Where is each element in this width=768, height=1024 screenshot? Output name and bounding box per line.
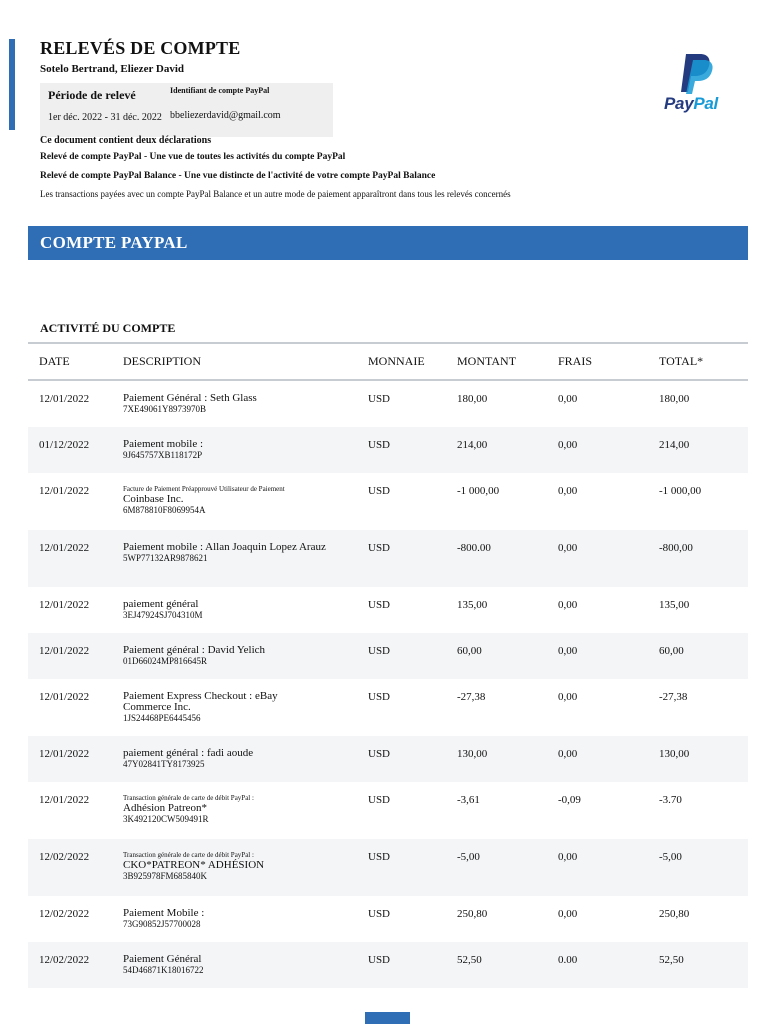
cell-fees: 0,00 (558, 908, 578, 920)
cell-fees: 0,00 (558, 599, 578, 611)
description-prefix: Transaction générale de carte de débit PayPal : (123, 851, 254, 859)
transaction-id: 73G90852J57700028 (123, 919, 201, 929)
section-banner (28, 226, 748, 260)
cell-fees: 0,00 (558, 748, 578, 760)
description-text: Paiement mobile : Allan Joaquin Lopez Arauz (123, 541, 326, 553)
cell-fees: 0.00 (558, 954, 578, 966)
cell-fees: 0,00 (558, 393, 578, 405)
cell-description (123, 954, 328, 976)
paypal-p-icon (680, 52, 716, 94)
table-header (28, 342, 748, 381)
cell-date: 12/01/2022 (39, 485, 90, 497)
table-row (28, 679, 748, 736)
transaction-id: 5WP77132AR9878621 (123, 553, 208, 563)
transaction-id: 7XE49061Y8973970B (123, 404, 206, 414)
cell-currency: USD (368, 485, 391, 497)
cell-date: 12/01/2022 (39, 393, 90, 405)
cell-description (123, 794, 328, 825)
cell-currency: USD (368, 954, 391, 966)
activity-title: ACTIVITÉ DU COMPTE (40, 321, 176, 335)
cell-currency: USD (368, 645, 391, 657)
cell-amount: -1 000,00 (457, 485, 500, 497)
account-id-label: Identifiant de compte PayPal (170, 86, 270, 95)
cell-description (123, 393, 328, 415)
description-text: Paiement mobile : (123, 438, 204, 450)
cell-total: -3.70 (659, 794, 682, 806)
description-text: Adhésion Patreon* (123, 802, 208, 814)
cell-total: -1 000,00 (659, 485, 702, 497)
cell-description (123, 599, 328, 621)
description-text: Paiement général : David Yelich (123, 644, 266, 656)
transaction-id: 1JS24468PE6445456 (123, 713, 201, 723)
cell-amount: 135,00 (457, 599, 488, 611)
table-row (28, 736, 748, 782)
cell-amount: 180,00 (457, 393, 488, 405)
description-text: Paiement Express Checkout : eBay Commerce Inc. (123, 690, 278, 713)
table-row (28, 381, 748, 427)
cell-date: 12/01/2022 (39, 748, 90, 760)
paypal-wordmark: PayPal (664, 94, 718, 113)
cell-description (123, 908, 328, 930)
table-row (28, 427, 748, 473)
cell-currency: USD (368, 691, 391, 703)
cell-description (123, 542, 328, 564)
cell-fees: -0,09 (558, 794, 581, 806)
cell-total: 250,80 (659, 908, 690, 920)
cell-total: 214,00 (659, 439, 690, 451)
cell-total: -800,00 (659, 542, 693, 554)
cell-total: 135,00 (659, 599, 690, 611)
table-row (28, 839, 748, 896)
cell-description (123, 691, 328, 724)
cell-amount: -5,00 (457, 851, 480, 863)
cell-amount: -27,38 (457, 691, 486, 703)
cell-description (123, 748, 328, 770)
description-text: CKO*PATREON* ADHÉSION (123, 859, 265, 871)
transaction-id: 3EJ47924SJ704310M (123, 610, 203, 620)
table-body (28, 381, 748, 988)
transaction-id: 9J645757XB118172P (123, 450, 203, 460)
cell-date: 12/02/2022 (39, 851, 90, 863)
table-row (28, 942, 748, 988)
description-prefix: Transaction générale de carte de débit PayPal : (123, 794, 254, 802)
info-line-3: Relevé de compte PayPal Balance - Une vue distincte de l'activité de votre compte PayPal Balance (40, 171, 436, 181)
cell-amount: 60,00 (457, 645, 482, 657)
cell-fees: 0,00 (558, 542, 578, 554)
header-amount: MONTANT (457, 354, 517, 368)
description-text: Paiement Général : Seth Glass (123, 392, 257, 404)
transaction-id: 3K492120CW509491R (123, 814, 209, 824)
cell-currency: USD (368, 542, 391, 554)
cell-currency: USD (368, 908, 391, 920)
description-text: paiement général : fadi aoude (123, 747, 254, 759)
cell-date: 12/02/2022 (39, 954, 90, 966)
cell-date: 01/12/2022 (39, 439, 90, 451)
cell-total: 180,00 (659, 393, 690, 405)
description-prefix: Facture de Paiement Préapprouvé Utilisateur de Paiement (123, 485, 285, 493)
cell-total: -5,00 (659, 851, 682, 863)
cell-date: 12/02/2022 (39, 908, 90, 920)
cell-amount: -800.00 (457, 542, 491, 554)
header-date: DATE (39, 354, 70, 368)
cell-fees: 0,00 (558, 645, 578, 657)
cell-currency: USD (368, 748, 391, 760)
description-text: Coinbase Inc. (123, 493, 184, 505)
cell-currency: USD (368, 794, 391, 806)
transaction-id: 3B925978FM685840K (123, 871, 208, 881)
statement-info-box (40, 83, 333, 137)
transaction-id: 47Y02841TY8173925 (123, 759, 205, 769)
cell-amount: 214,00 (457, 439, 488, 451)
paypal-logo (660, 52, 734, 118)
cell-total: 130,00 (659, 748, 690, 760)
document-title: RELEVÉS DE COMPTE (40, 38, 241, 58)
header-currency: MONNAIE (368, 354, 425, 368)
cell-amount: 130,00 (457, 748, 488, 760)
description-text: paiement général (123, 598, 199, 610)
section-banner-title: COMPTE PAYPAL (40, 233, 188, 252)
transaction-id: 6M878810F8069954A (123, 505, 206, 515)
cell-description (123, 851, 328, 882)
cell-fees: 0,00 (558, 851, 578, 863)
table-row (28, 633, 748, 679)
cell-currency: USD (368, 393, 391, 405)
page-indicator (365, 1012, 410, 1024)
table-row (28, 896, 748, 942)
cell-fees: 0,00 (558, 439, 578, 451)
table-row (28, 473, 748, 530)
cell-currency: USD (368, 599, 391, 611)
cell-amount: 250,80 (457, 908, 488, 920)
cell-description (123, 485, 328, 516)
header-fees: FRAIS (558, 354, 593, 368)
cell-total: 52,50 (659, 954, 684, 966)
cell-amount: 52,50 (457, 954, 482, 966)
cell-date: 12/01/2022 (39, 794, 90, 806)
account-id-value: bbeliezerdavid@gmail.com (170, 110, 281, 121)
cell-date: 12/01/2022 (39, 542, 90, 554)
period-value: 1er déc. 2022 - 31 déc. 2022 (48, 112, 162, 123)
cell-date: 12/01/2022 (39, 691, 90, 703)
header-accent-bar (9, 39, 15, 130)
cell-currency: USD (368, 851, 391, 863)
cell-fees: 0,00 (558, 691, 578, 703)
description-text: Paiement Général (123, 953, 202, 965)
info-line-2: Relevé de compte PayPal - Une vue de toutes les activités du compte PayPal (40, 152, 346, 162)
transaction-id: 01D66024MP816645R (123, 656, 208, 666)
info-line-1: Ce document contient deux déclarations (40, 135, 212, 146)
cell-date: 12/01/2022 (39, 599, 90, 611)
cell-currency: USD (368, 439, 391, 451)
cell-total: -27,38 (659, 691, 688, 703)
transaction-id: 54D46871K18016722 (123, 965, 204, 975)
cell-total: 60,00 (659, 645, 684, 657)
cell-amount: -3,61 (457, 794, 480, 806)
cell-fees: 0,00 (558, 485, 578, 497)
cell-description (123, 439, 328, 461)
table-row (28, 587, 748, 633)
header-total: TOTAL* (659, 354, 704, 368)
table-row (28, 782, 748, 839)
activity-table (28, 342, 748, 988)
period-label: Période de relevé (48, 88, 136, 102)
table-row (28, 530, 748, 587)
info-line-4: Les transactions payées avec un compte PayPal Balance et un autre mode de paiement apparaîtront dans tous les relevés concernés (40, 189, 511, 199)
cell-description (123, 645, 328, 667)
cell-date: 12/01/2022 (39, 645, 90, 657)
header-description: DESCRIPTION (123, 354, 202, 368)
description-text: Paiement Mobile : (123, 907, 205, 919)
account-holder-name: Sotelo Bertrand, Eliezer David (40, 63, 184, 75)
